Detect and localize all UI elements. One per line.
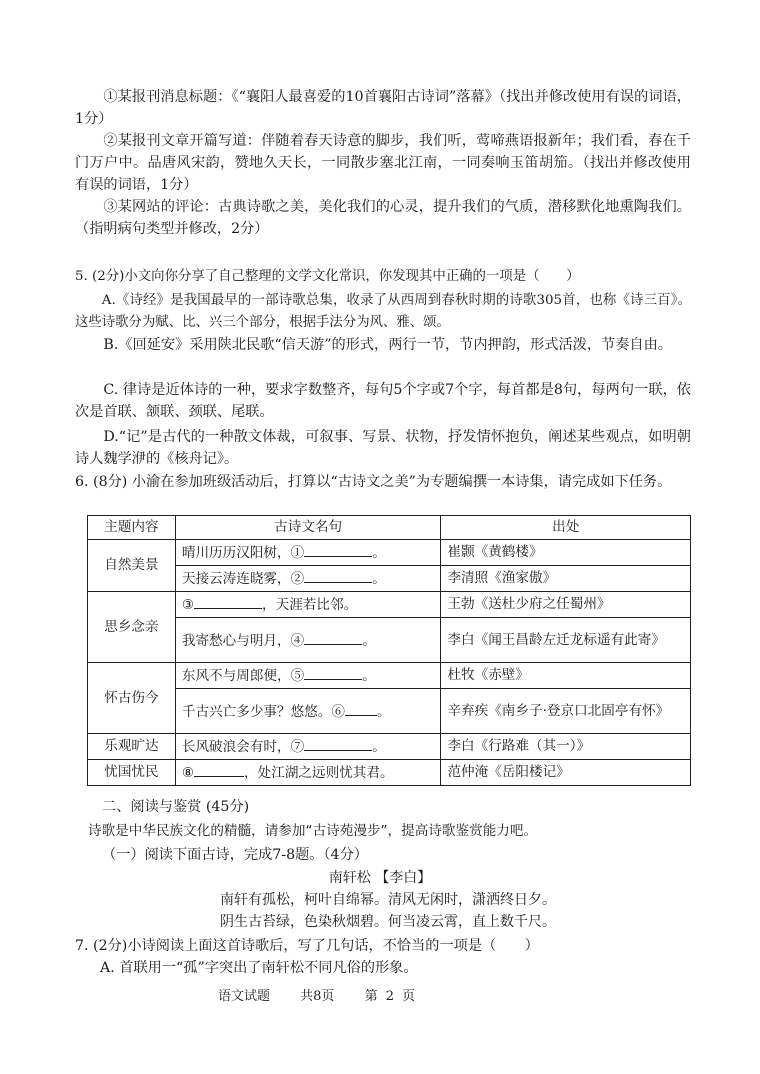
theme-cell: 乐观旷达 [88, 734, 176, 760]
answer-blank-7[interactable] [304, 736, 372, 751]
table-row [88, 592, 691, 618]
source-cell: 李白《闻王昌龄左迁龙标遥有此寄》 [441, 618, 691, 663]
line-cell: ③ ，天涯若比邻。 [175, 592, 441, 618]
line-cell: 长风破浪会有时，⑦ 。 [175, 734, 441, 760]
q4-item-2: ②某报刊文章开篇写道：伴随着春天诗意的脚步，我们听，莺啼燕语报新年；我们看，春在千门万户中。品唐风宋韵，赞地久天长，一同散步塞北江南，一同奏响玉笛胡笳。（找出并修改使用有误的词语，1分） [75, 133, 691, 193]
q5-option-b: B.《回延安》采用陕北民歌“信天游”的形式，两行一节，节内押韵，形式活泼，节奏自由。 [103, 337, 672, 353]
theme-cell: 思乡念亲 [88, 592, 176, 663]
table-row [88, 540, 691, 566]
section-intro: 诗歌是中华民族文化的精髓，请参加“古诗苑漫步”，提高诗歌鉴赏能力吧。 [88, 823, 538, 839]
answer-blank-4[interactable] [304, 630, 362, 645]
header-theme: 主题内容 [88, 516, 176, 540]
q7-stem: 7. (2分)小诗阅读上面这首诗歌后，写了几句话，不恰当的一项是（ ） [75, 938, 539, 954]
theme-cell: 忧国忧民 [88, 760, 176, 786]
answer-blank-8[interactable] [194, 762, 244, 777]
line-cell: 天接云涛连晓雾，② 。 [175, 566, 441, 592]
q5-option-a: A.《诗经》是我国最早的一部诗歌总集，收录了从西周到春秋时期的诗歌305首，也称《诗三百》。这些诗歌分为赋、比、兴三个部分，根据手法分为风、雅、颂。 [75, 293, 691, 330]
section-title: 二、阅读与鉴赏 (45分) [102, 799, 250, 815]
q5-option-d: D.“记”是古代的一种散文体裁，可叙事、写景、状物，抒发情怀抱负，阐述某些观点，如明朝诗人魏学洢的《核舟记》。 [75, 429, 691, 467]
line-cell: 晴川历历汉阳树，① 。 [175, 540, 441, 566]
table-row [88, 760, 691, 786]
footer-subject: 语文试题 [218, 989, 271, 1004]
poem-line-1: 南轩有孤松，柯叶自绵幂。清风无闲时，潇洒终日夕。 [220, 892, 556, 908]
source-cell: 范仲淹《岳阳楼记》 [441, 760, 691, 786]
header-source: 出处 [441, 516, 691, 540]
q6-stem: 6. (8分) 小渝在参加班级活动后，打算以“古诗文之美”为专题编撰一本诗集，请完成如下任务。 [75, 474, 672, 490]
table-row [88, 618, 691, 663]
source-cell: 李白《行路难（其一）》 [441, 734, 691, 760]
q7-option-a: A. 首联用一“孤”字突出了南轩松不同凡俗的形象。 [100, 960, 418, 976]
line-cell: 东风不与周郎便，⑤ 。 [175, 663, 441, 689]
poem-line-2: 阴生古苔绿，色染秋烟碧。何当凌云霄，直上数千尺。 [220, 914, 556, 930]
q5-stem: 5. (2分)小文向你分享了自己整理的文学文化常识，你发现其中正确的一项是（ ） [75, 269, 580, 284]
page-footer [218, 985, 437, 1004]
q4-item-3: ③某网站的评论：古典诗歌之美，美化我们的心灵，提升我们的气质，潜移默化地熏陶我们。（指明病句类型并修改，2分） [75, 199, 691, 237]
source-cell: 杜牧《赤壁》 [441, 663, 691, 689]
theme-cell: 自然美景 [88, 540, 176, 592]
part-one-heading: （一）阅读下面古诗，完成7-8题。（4分） [102, 847, 368, 863]
source-cell: 辛弃疾《南乡子·登京口北固亭有怀》 [441, 689, 691, 734]
answer-blank-6[interactable] [345, 701, 377, 716]
footer-page-number: 第 2 页 [364, 989, 416, 1004]
source-cell: 李清照《渔家傲》 [441, 566, 691, 592]
line-cell: ⑧ ，处江湖之远则忧其君。 [175, 760, 441, 786]
table-row [88, 734, 691, 760]
poem-title: 南轩松 【李白】 [328, 870, 432, 886]
table-header-row [88, 516, 691, 540]
theme-cell: 怀古伤今 [88, 663, 176, 734]
table-row [88, 663, 691, 689]
source-cell: 王勃《送杜少府之任蜀州》 [441, 592, 691, 618]
table-row [88, 689, 691, 734]
header-lines: 古诗文名句 [175, 516, 441, 540]
line-cell: 我寄愁心与明月，④ 。 [175, 618, 441, 663]
answer-blank-1[interactable] [304, 542, 372, 557]
source-cell: 崔颢《黄鹤楼》 [441, 540, 691, 566]
line-cell: 千古兴亡多少事？悠悠。⑥ 。 [175, 689, 441, 734]
q5-option-c: C. 律诗是近体诗的一种，要求字数整齐，每句5个字或7个字，每首都是8句，每两句一联，依次是首联、颔联、颈联、尾联。 [75, 382, 691, 420]
answer-blank-2[interactable] [304, 568, 372, 583]
footer-total-pages: 共8页 [300, 989, 335, 1004]
answer-blank-3[interactable] [194, 594, 262, 609]
q4-item-1: ①某报刊消息标题：《“襄阳人最喜爱的10首襄阳古诗词”落幕》（找出并修改使用有误的词语，1分） [75, 89, 691, 127]
table-row [88, 566, 691, 592]
answer-blank-5[interactable] [304, 665, 362, 680]
poetry-table [87, 515, 691, 786]
